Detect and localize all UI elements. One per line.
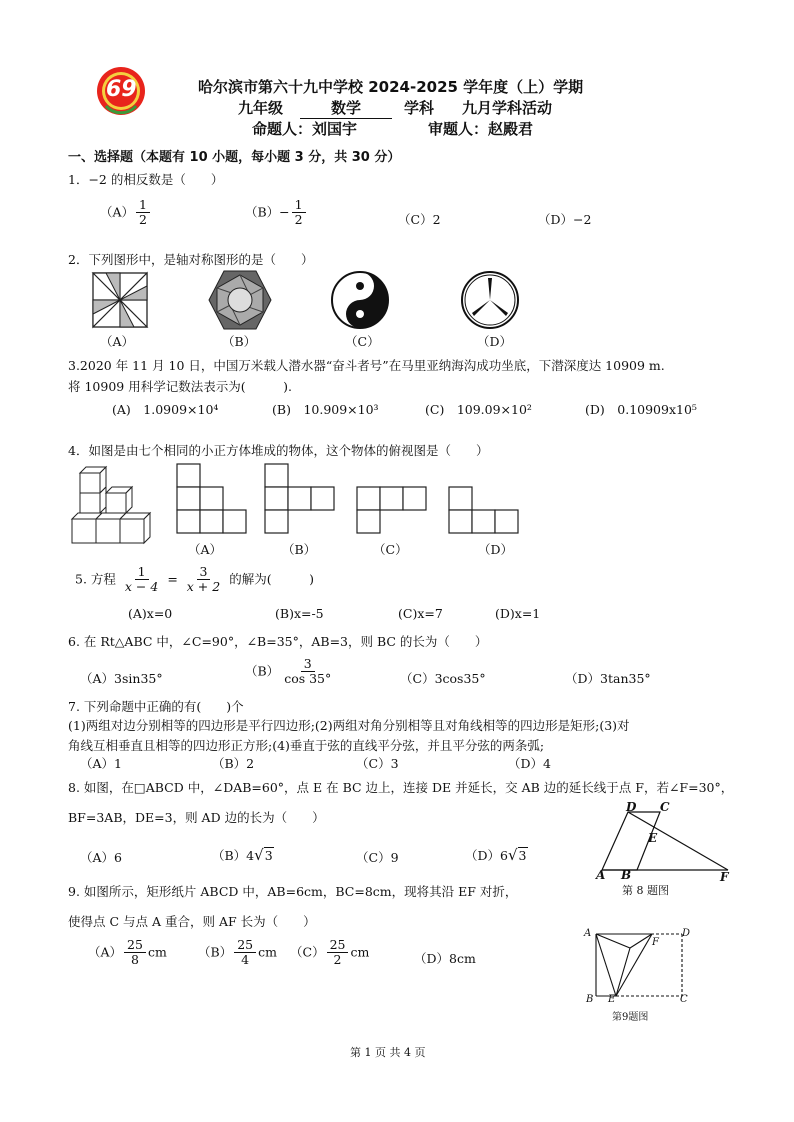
q2-option-a: （A） [100, 334, 135, 349]
q5-option-a: (A)x=0 [128, 606, 173, 621]
q1-stem: 1．−2 的相反数是（ ） [68, 172, 224, 187]
q6-option-b: （B） $\frac{3}{\cos 35^\circ}$ [245, 656, 332, 687]
option-b-top-view [264, 463, 336, 535]
q3-option-c: (C) 109.09×10² [425, 402, 532, 417]
subject-value: 数学 [300, 97, 392, 119]
q9-option-a: （A） $\frac{25}{8}$ cm [88, 937, 167, 968]
cube-stack-figure [70, 463, 160, 551]
section-title: 一、选择题（本题有 10 小题，每小题 3 分，共 30 分） [68, 150, 401, 165]
logo-text: 69 [106, 77, 137, 102]
q8-option-a: （A）6 [80, 850, 122, 865]
q8-line1: 8. 如图，在□ABCD 中，∠DAB=60°，点 E 在 BC 边上，连接 DE 并延长，交 AB 边的延长线于点 F，若∠F=30°， [68, 780, 734, 795]
q9-label-e: E [608, 994, 616, 1005]
q7-option-b: （B）2 [212, 756, 255, 771]
q7-option-c: （C）3 [356, 756, 399, 771]
yin-yang-figure [330, 270, 390, 330]
q1-option-a: （A） $\frac{1}{2}$ [100, 198, 152, 228]
hexagon-figure [208, 270, 272, 330]
subject-field [300, 97, 392, 119]
q7-option-a: （A）1 [80, 756, 122, 771]
q6-option-d: （D）3tan35° [565, 671, 651, 686]
option-a-top-view [176, 463, 248, 535]
q2-option-b: （B） [222, 334, 257, 349]
q9-label-a: A [584, 928, 592, 939]
q8-line2: BF=3AB，DE=3，则 AD 边的长为（ ） [68, 810, 325, 825]
q3-line1: 3.2020 年 11 月 10 日，中国万米载人潜水器“奋斗者号”在马里亚纳海沟成功坐底，下潜深度达 10909 m. [68, 358, 665, 373]
q1-option-b: （B）− $\frac{1}{2}$ [245, 198, 308, 228]
q5-option-d: (D)x=1 [495, 606, 541, 621]
q9-option-d: （D）8cm [414, 951, 476, 966]
grade-label: 九年级 [238, 99, 284, 117]
q8-option-c: （C）9 [356, 850, 399, 865]
q4-stem: 4．如图是由七个相同的小正方体堆成的物体，这个物体的俯视图是（ ） [68, 443, 489, 458]
q9-label-b: B [586, 994, 594, 1005]
activity-label: 九月学科活动 [462, 99, 553, 117]
q4-option-a: （A） [188, 542, 223, 557]
q1-option-c: （C）2 [398, 212, 441, 227]
q9-label-d: D [682, 928, 691, 939]
option-c-top-view [356, 486, 428, 536]
q4-option-b: （B） [282, 542, 317, 557]
q4-option-d: （D） [478, 542, 514, 557]
q8-label-a: A [596, 868, 606, 882]
subject-suffix: 学科 [404, 99, 435, 117]
q7-stem: 7. 下列命题中正确的有( )个 [68, 699, 244, 714]
q9-option-c: （C） $\frac{25}{2}$ cm [290, 937, 370, 968]
q5-stem: 5. 方程 $\frac{1}{x - 4}$ = $\frac{3}{x + 2}$ 的解为( ) [75, 564, 314, 595]
q6-option-a: （A）3sin35° [80, 671, 163, 686]
school-logo [96, 66, 146, 116]
exam-title: 哈尔滨市第六十九中学校 2024-2025 学年度（上）学期 [198, 78, 584, 96]
q6-stem: 6. 在 Rt△ABC 中，∠C=90°，∠B=35°，AB=3，则 BC 的长为（ ） [68, 634, 488, 649]
q8-option-d: （D）6√3 [465, 846, 527, 864]
q2-option-c: （C） [345, 334, 380, 349]
q3-line2: 将 10909 用科学记数法表示为( ). [68, 379, 292, 394]
mercedes-figure [460, 270, 520, 330]
q8-label-f: F [720, 870, 729, 884]
q6-option-c: （C）3cos35° [400, 671, 486, 686]
q1-option-d: （D）−2 [538, 212, 592, 227]
q7-line2: 角线互相垂直且相等的四边形正方形;(4)垂直于弦的直线平分弦，并且平分弦的两条弧; [68, 738, 545, 753]
q9-caption: 第9题图 [612, 1012, 649, 1023]
q9-line1: 9. 如图所示，矩形纸片 ABCD 中，AB=6cm，BC=8cm，现将其沿 EF 对折， [68, 884, 518, 899]
q5-option-b: (B)x=-5 [275, 606, 324, 621]
q3-option-b: (B) 10.909×10³ [272, 402, 379, 417]
q8-caption: 第 8 题图 [622, 884, 669, 897]
q2-option-d: （D） [477, 334, 513, 349]
q9-figure [590, 928, 690, 1000]
q4-option-c: （C） [373, 542, 408, 557]
q8-label-b: B [621, 868, 632, 882]
windmill-figure [92, 272, 148, 328]
q3-option-a: (A) 1.0909×10⁴ [112, 402, 219, 417]
reviewer-label: 审题人：赵殿君 [428, 120, 534, 138]
q5-option-c: (C)x=7 [398, 606, 443, 621]
q7-option-d: （D）4 [508, 756, 551, 771]
q8-label-e: E [648, 831, 658, 845]
page-footer: 第 1 页 共 4 页 [350, 1046, 426, 1059]
q9-option-b: （B） $\frac{25}{4}$ cm [198, 937, 277, 968]
q2-stem: 2．下列图形中，是轴对称图形的是（ ） [68, 252, 314, 267]
q8-label-d: D [626, 800, 637, 814]
q9-label-f: F [652, 937, 659, 948]
option-d-top-view [448, 486, 520, 536]
q9-label-c: C [680, 994, 688, 1005]
q7-line1: (1)两组对边分别相等的四边形是平行四边形;(2)两组对角分别相等且对角线相等的四边形是矩形;(3)对 [68, 718, 630, 733]
q3-option-d: (D) 0.10909x10⁵ [585, 402, 697, 417]
q9-line2: 使得点 C 与点 A 重合，则 AF 长为（ ） [68, 914, 316, 929]
q8-label-c: C [660, 800, 670, 814]
author-label: 命题人：刘国宇 [252, 120, 358, 138]
q8-option-b: （B）4√3 [212, 846, 273, 864]
